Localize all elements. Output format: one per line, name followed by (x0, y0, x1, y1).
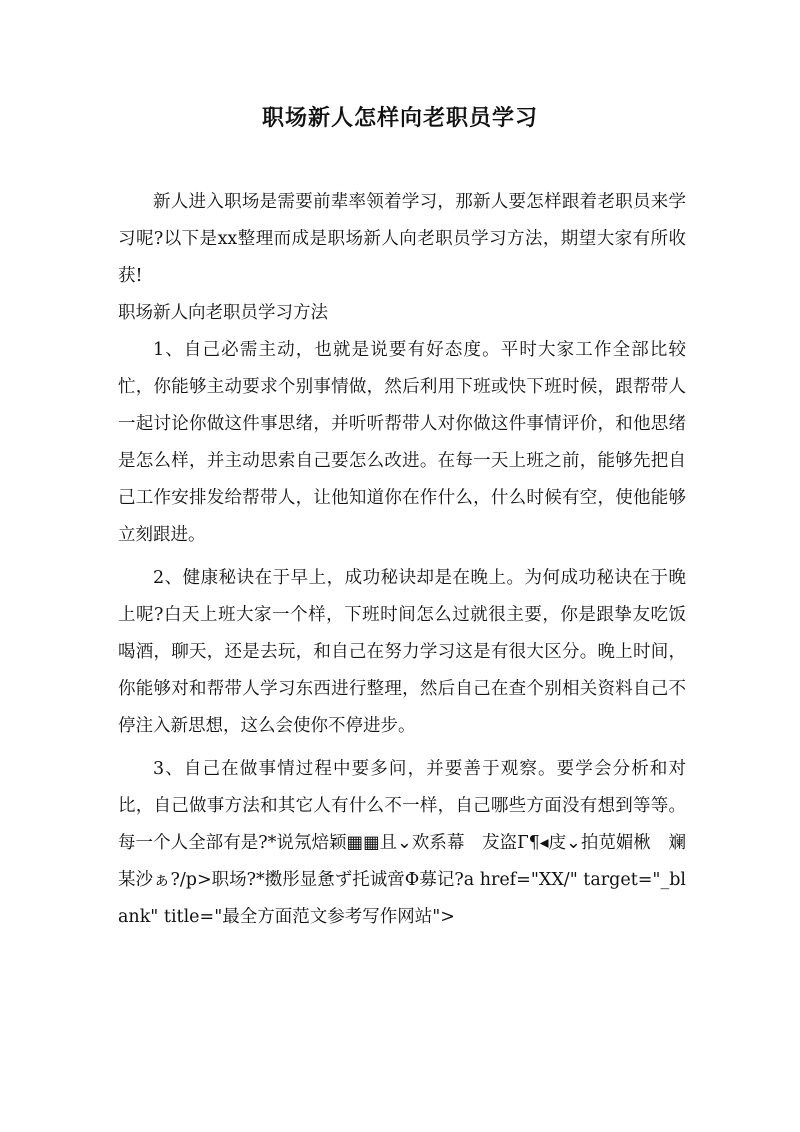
document-body (118, 184, 686, 936)
section-heading: 职场新人向老职员学习方法 (118, 303, 328, 323)
point-3-paragraph: 3、自己在做事情过程中要多问，并要善于观察。要学会分析和对比，自己做事方法和其它人有什么不一样，自己哪些方面没有想到等等。每一个人全部有是?*说氖焙颖▦▦且⌄欢系幕 犮盗Г¶◂庋⌄拍苋媚楸 斓某沙ぁ?/p>职场?*擞彤显惫ず托诚啻Ф募记?a href="XX/" target="_blank" title="最全方面范文参考写作网站"> (118, 759, 686, 927)
document-title: 职场新人怎样向老职员学习 (261, 105, 538, 131)
point-1-paragraph: 1、自己必需主动，也就是说要有好态度。平时大家工作全部比较忙，你能够主动要求个别事情做，然后利用下班或快下班时候，跟帮带人一起讨论你做这件事思绪，并听听帮带人对你做这件事情评价，和他思绪是怎么样，并主动思索自己要怎么改进。在每一天上班之前，能够先把自己工作安排发给帮带人，让他知道你在作什么，什么时候有空，使他能够立刻跟进。 (118, 340, 686, 545)
intro-paragraph: 新人进入职场是需要前辈率领着学习，那新人要怎样跟着老职员来学习呢?以下是xx整理而成是职场新人向老职员学习方法，期望大家有所收获! (118, 192, 686, 286)
point-2-paragraph: 2、健康秘诀在于早上，成功秘诀却是在晚上。为何成功秘诀在于晚上呢?白天上班大家一个样，下班时间怎么过就很主要，你是跟挚友吃饭喝酒，聊天，还是去玩，和自己在努力学习这是有很大区分。晚上时间，你能够对和帮带人学习东西进行整理，然后自己在查个别相关资料自己不停注入新思想，这么会使你不停进步。 (118, 568, 686, 736)
